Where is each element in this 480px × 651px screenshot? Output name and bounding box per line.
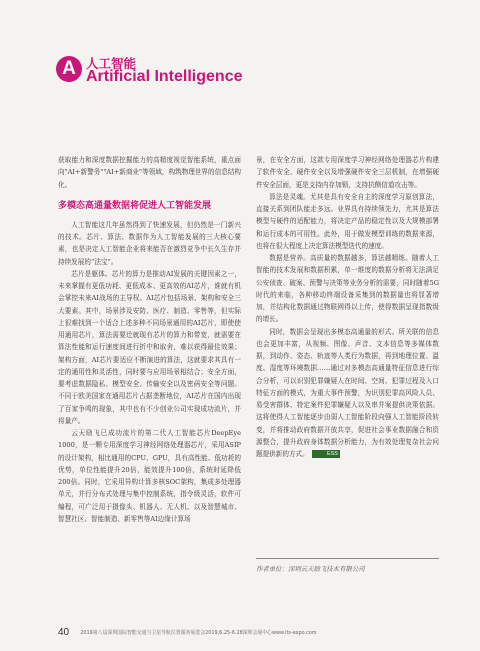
end-mark-icon: ESS [312,450,340,458]
section-title-zh: 人工智能 [86,56,137,71]
author-affiliation: 作者单位：深圳云天励飞技术有限公司 [256,565,365,573]
paragraph: 数据是营养。高质量的数据越多，算法越精练。随着人工智能的技术发展和数据积累，单一维度的数据分析将无法满足公安侦查、破案、预警与决策等业务分析的需要，同时随着5G时代的来临，各种移动终端设备采集到的数据量也将显著增加，并结构化数据通过物联网得以上传，使得数据呈现指数级的增长。 [256,254,439,324]
page-number: 40 [58,627,70,638]
paragraph-text: 同时，数据会呈现出多模态高通量的形式。所关联的信息也会更加丰富，从视频、图像、声音、文本信息等多媒体数据，到动作、姿态、轨迹等人类行为数据，再到地理位置、温度、湿度等环境数据……通过对多模态高通量特征信息进行综合分析，可以识别犯罪嫌疑人在时间、空间、犯罪过程及入口特征方面的模式，为重大事件预警，为识别犯罪高风险人员、易受害群体、特定案件犯罪嫌疑人以及串并案提供决策依据。这将使得人工智能逐步由弱人工智能阶段向强人工智能阶段转变，并将推动政府数据开放共享，促进社会事业数据融合和资源整合，提升政府身体数据分析能力，为有效处理复杂社会问题提供新的方式。 [256,327,439,458]
section-logo-icon: A [56,56,82,82]
right-column [256,154,439,460]
paragraph: 云天励飞已成功流片的第二代人工智能芯片DeepEye 1000，是一颗专用深度学习神经网络处理器芯片，采用ASIP的设计架构，相比通用的CPU、GPU，具有高性能、低功耗的优势，单位性能提升20倍，能效提升100倍，系统时延降低200倍。同时，它采用异构计算多核SOC架构，集成多处理器单元，并行分布式处理与集中控制系统，指令级灵活，软件可编程，可广泛用于摄像头、机器人、无人机、以及智慧城市、智慧社区、智能制造、新零售等AI边缘计算场 [58,429,241,523]
paragraph: 人工智能这几年虽然得到了快速发展，但仍然是一门新兴的技术。芯片、算法、数据作为人工智能发展的三大核心要素，也是决定人工智能企业将来能否在激烈竞争中长久生存并持续发展的“法宝”。 [58,220,241,266]
paragraph: 算法是灵魂。尤其是具有安全自主的深度学习原创算法，直接关系到团队能走多远。业界具有持续领先力，尤其是算法模型与硬件的适配能力，将决定产品的稳定性以及大规模部署和运行成本的可用性。此外，用于做发模型训练的数据来源，也将在很大程度上决定算法模型迭代的速度。 [256,192,439,250]
page-footer [58,622,317,641]
paragraph [256,326,439,461]
left-column [58,154,241,525]
section-title-en: Artificial Intelligence [86,68,243,85]
author-divider [256,558,439,559]
paragraph: 获取能力和深度数据挖掘能力的高精度视觉智能系统，重点面向"AI+新警务""AI+新商业"等领域，构筑物理世界的信息结构化。 [58,156,241,189]
paragraph: 景，在安全方面，这款专用深度学习神经网络处理器芯片构建了软件安全、硬件安全以及增强硬件安全三层机制，在增强硬件安全层面，更是支持内存加锁，支持抗侧信道攻击等。 [256,156,439,189]
article-subheading: 多模态高通量数据将促进人工智能发展 [58,200,212,211]
paragraph: 芯片是躯体。芯片的算力是推动AI发展的关键因素之一，未来掌握有更低功耗、更低成本、更高效的AI芯片，谁就有机会掌控未来AI战场的主导权。AI芯片包括场景、架构和安全三大要素。其中，场景涉及安防、医疗、制造、零售等，但实际上很难找到一个适合上述多种不同场景通用的AI芯片，即使使用通用芯片，算法需要迁就现有芯片的算力和带宽，就需要在算法性能和运行速度间进行折中和取舍，难以获得最佳效果；架构方面，AI芯片要适应不断演进的算法，这就要求其具有一定的通用性和灵活性，同时要与应用场景相结合；安全方面，要考虑数据隐私、模型安全、传输安全以及密码安全等问题。不同于欧美国家在通用芯片占据垄断地位，AI芯片在国内出现了百家争鸣的现象，其中也有不少创业公司实现成功流片，并将量产。 [58,269,241,425]
footer-text: 2019第八届深圳国际智能交通与卫星导航位置服务展览会2019.6.25-6.28深圳会展中心www.its-expo.com [80,630,317,636]
